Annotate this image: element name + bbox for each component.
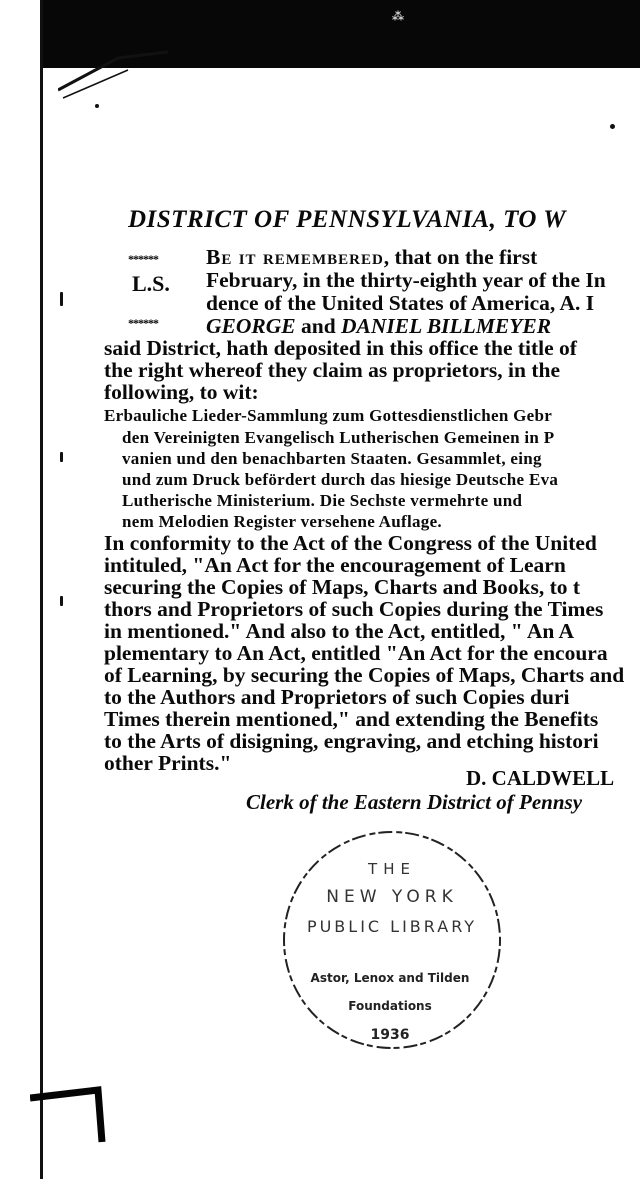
ink-speck xyxy=(95,104,99,108)
conformity-line: in mentioned." And also to the Act, entitled, " An A xyxy=(104,619,575,643)
german-title-line: vanien und den benachbarten Staaten. Gesammlet, eing xyxy=(122,449,542,468)
body-line: the right whereof they claim as proprietors, in the xyxy=(104,358,561,382)
stamp-line6: 1936 xyxy=(370,1027,410,1043)
library-stamp xyxy=(272,822,512,1062)
ink-bracket-mark xyxy=(30,1084,120,1144)
band-mark: ⁂ xyxy=(392,9,404,23)
district-heading: DISTRICT OF PENNSYLVANIA, TO W xyxy=(128,206,567,233)
conformity-line: to the Authors and Proprietors of such Copies duri xyxy=(104,685,570,709)
conformity-line: thors and Proprietors of such Copies during the Times xyxy=(104,597,604,621)
german-title-line: Erbauliche Lieder-Sammlung zum Gottesdienstlichen Gebr xyxy=(104,406,553,425)
legal-seal xyxy=(128,252,196,332)
ink-corner-stroke xyxy=(58,50,168,100)
ink-speck xyxy=(60,292,63,306)
signature-caldwell: D. CALDWELL xyxy=(466,766,615,790)
german-title-line: und zum Druck befördert durch das hiesige Deutsche Eva xyxy=(122,470,559,489)
seal-label: L.S. xyxy=(132,271,170,296)
stamp-line3: PUBLIC LIBRARY xyxy=(306,917,478,936)
stamp-line5: Foundations xyxy=(348,999,432,1013)
conformity-line: In conformity to the Act of the Congress of the United xyxy=(104,531,597,555)
ink-speck xyxy=(610,124,615,129)
conformity-line: intituled, "An Act for the encouragement of Learn xyxy=(104,553,566,577)
name-daniel-billmeyer: DANIEL BILLMEYER xyxy=(341,314,552,338)
conformity-line: other Prints." xyxy=(104,751,232,775)
stamp-line2: NEW YORK xyxy=(326,887,458,907)
clerk-title: Clerk of the Eastern District of Pennsy xyxy=(246,790,583,814)
conformity-line: plementary to An Act, entitled "An Act for the encoura xyxy=(104,641,608,665)
body-line: Be it remembered, that on the first xyxy=(206,245,538,269)
name-george: GEORGE xyxy=(206,314,296,338)
german-title-line: nem Melodien Register versehene Auflage. xyxy=(122,512,442,531)
body-line: February, in the thirty-eighth year of the In xyxy=(206,268,606,292)
stamp-line4: Astor, Lenox and Tilden xyxy=(310,971,470,985)
conformity-line: to the Arts of disigning, engraving, and etching histori xyxy=(104,729,599,753)
ink-speck xyxy=(60,452,63,462)
conformity-line: securing the Copies of Maps, Charts and Books, to t xyxy=(104,575,581,599)
body-line: dence of the United States of America, A. I xyxy=(206,291,595,315)
conformity-line: of Learning, by securing the Copies of Maps, Charts and xyxy=(104,663,625,687)
stamp-line1: THE xyxy=(368,860,416,878)
seal-stars-top: ****** xyxy=(128,252,158,266)
be-it-remembered: Be it remembered xyxy=(206,245,384,269)
ink-speck xyxy=(60,596,63,606)
conformity-line: Times therein mentioned," and extending the Benefits xyxy=(104,707,599,731)
body-line: said District, hath deposited in this office the title of xyxy=(104,336,577,360)
body-line: GEORGE and DANIEL BILLMEYER xyxy=(206,314,552,338)
german-title-line: Lutherische Ministerium. Die Sechste vermehrte und xyxy=(122,491,523,510)
scan-left-edge xyxy=(40,0,43,1179)
body-line: following, to wit: xyxy=(104,380,259,404)
seal-stars-bottom: ****** xyxy=(128,316,158,330)
german-title-line: den Vereinigten Evangelisch Lutherischen Gemeinen in P xyxy=(122,428,555,447)
